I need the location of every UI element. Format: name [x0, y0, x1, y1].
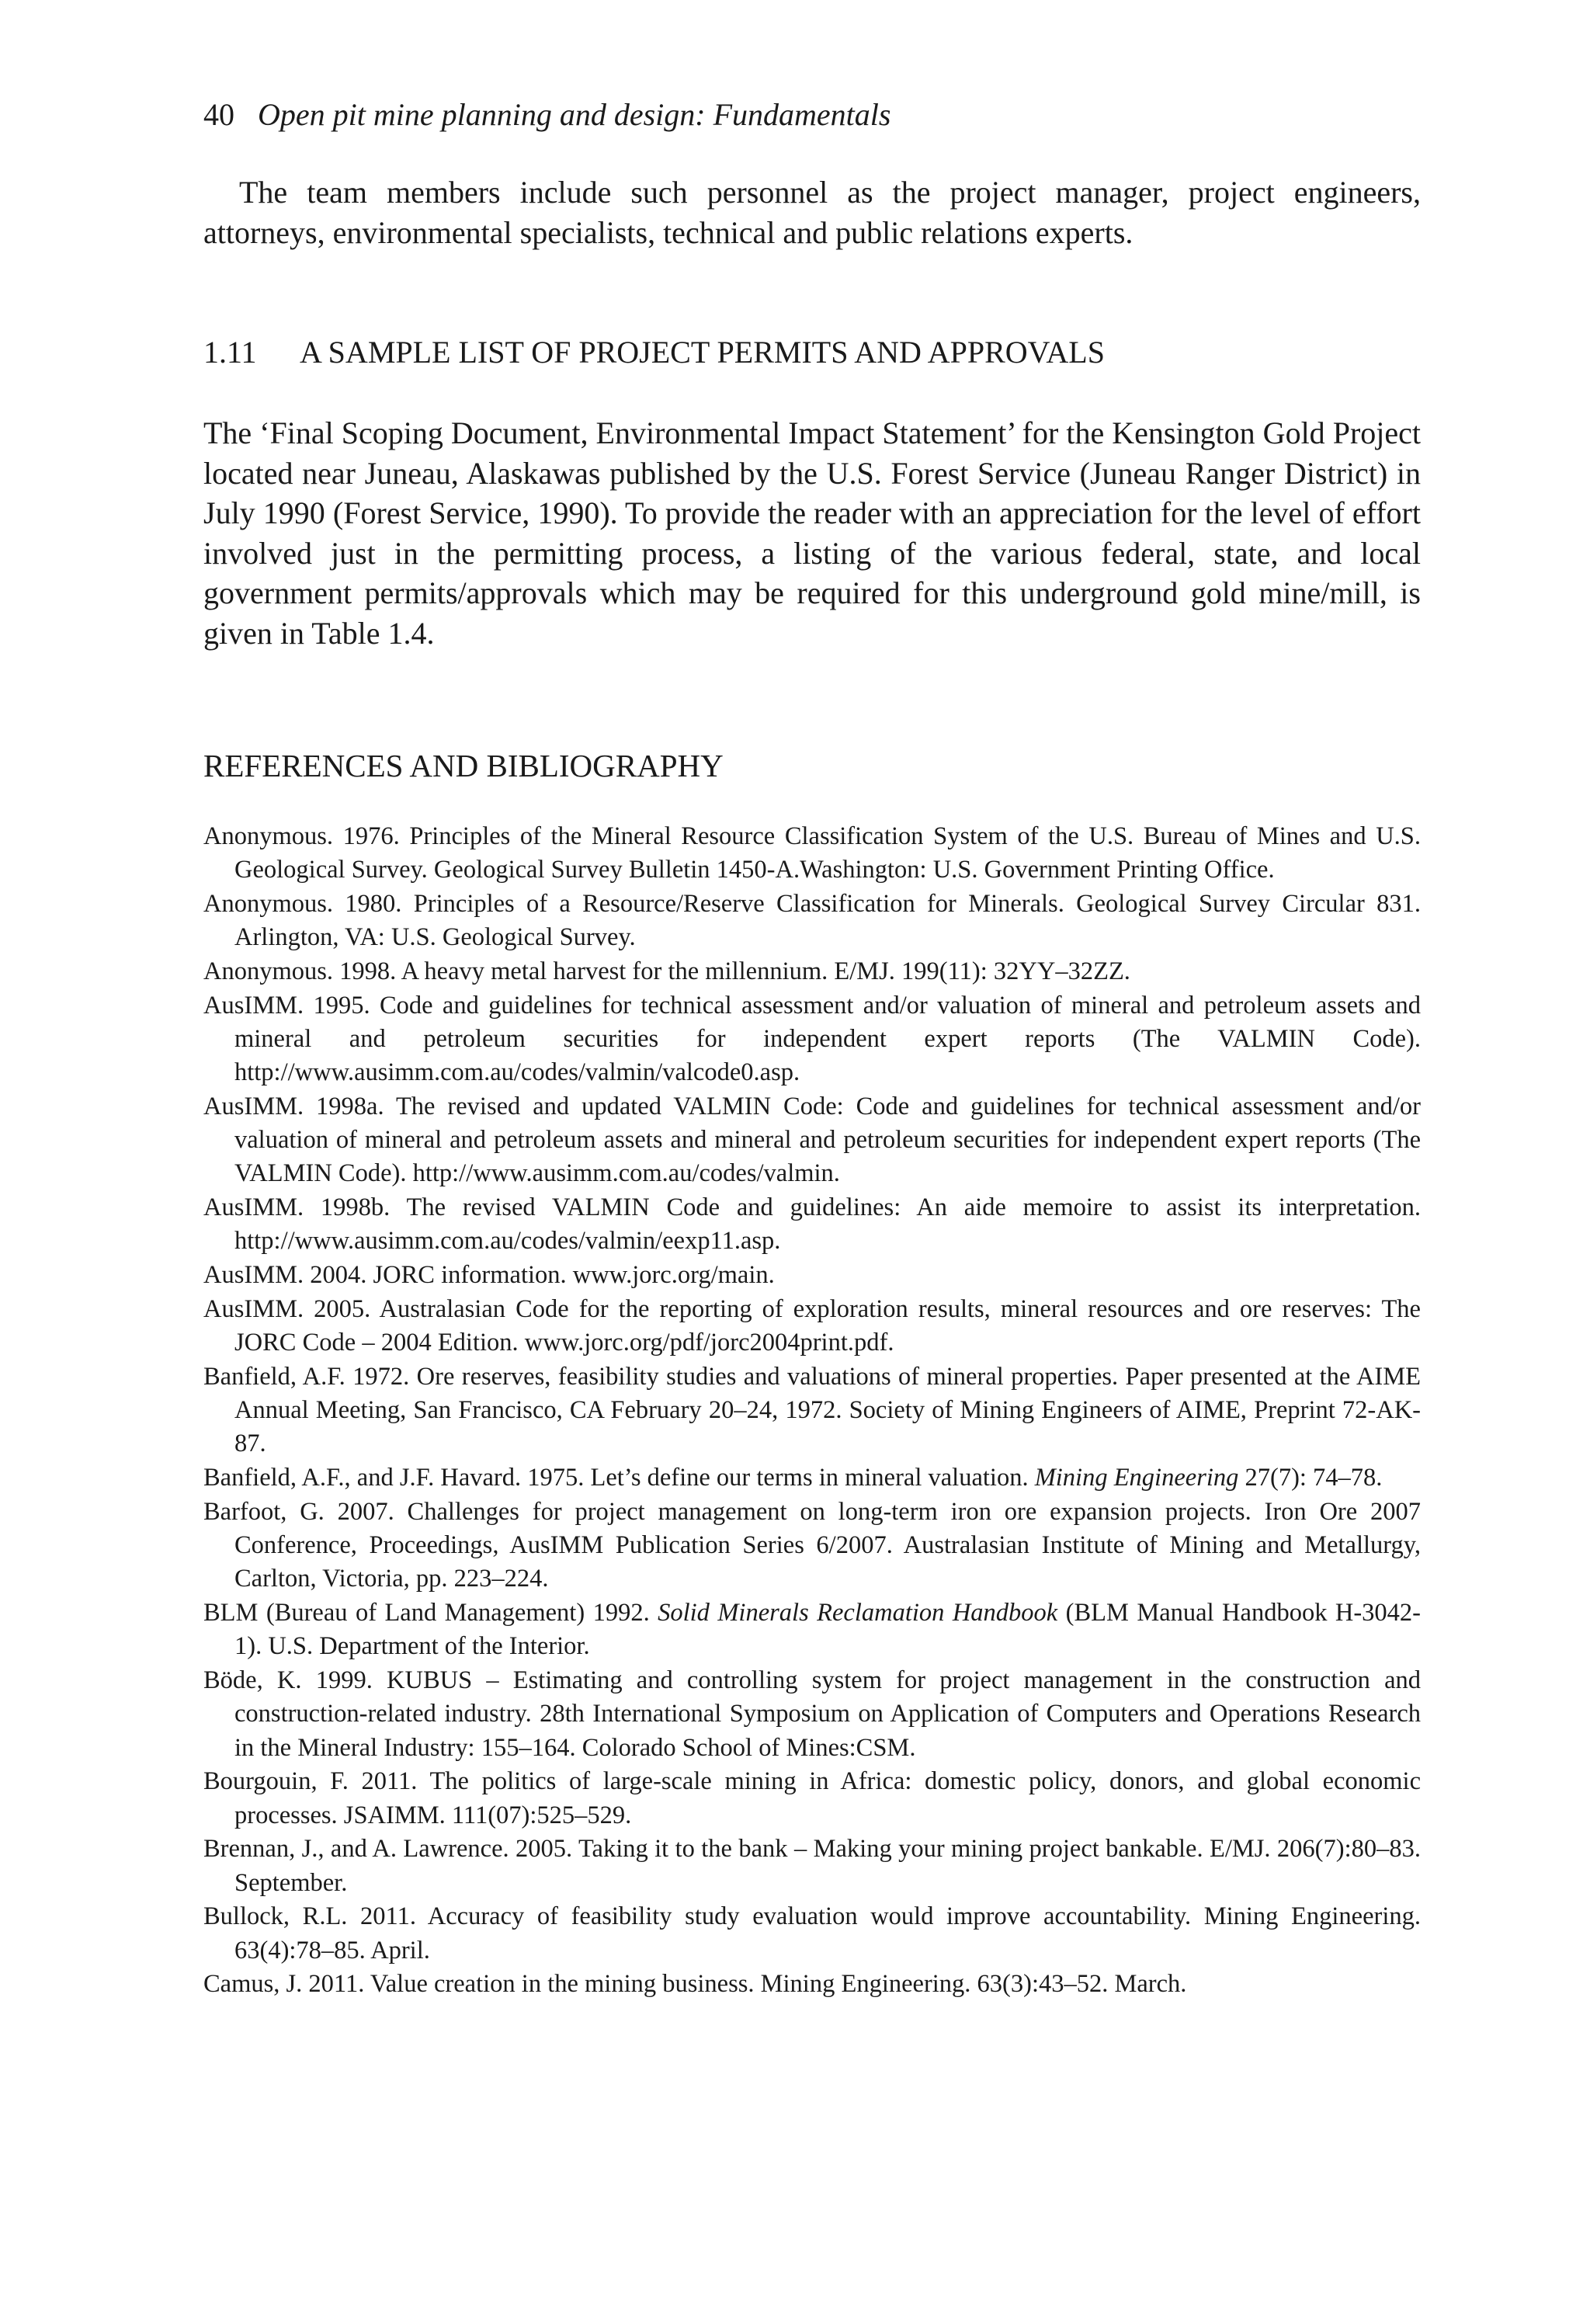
reference-text: Anonymous. 1976. Principles of the Mineral Resource Classification System of the U.S. Bureau of Mines and U.S. Geological Survey. Geological Survey Bulletin 1450-A.Washington: U.S. Government Printing Office.: [203, 822, 1421, 884]
section-heading: [203, 332, 1105, 373]
reference-entry: [203, 1765, 1421, 1832]
reference-italic-title: Solid Minerals Reclamation Handbook: [658, 1599, 1058, 1627]
reference-text: AusIMM. 2005. Australasian Code for the reporting of exploration results, mineral resources and ore reserves: The JORC Code – 2004 Edition. www.jorc.org/pdf/jorc2004print.pdf.: [203, 1295, 1421, 1357]
reference-entry: [203, 1293, 1421, 1360]
reference-entry: [203, 989, 1421, 1090]
reference-entry: [203, 1596, 1421, 1663]
reference-text: AusIMM. 2004. JORC information. www.jorc.org/main.: [203, 1261, 775, 1290]
reference-entry: [203, 1191, 1421, 1258]
reference-entry: [203, 1360, 1421, 1461]
reference-text: Banfield, A.F., and J.F. Havard. 1975. Let’s define our terms in mineral valuation.: [203, 1464, 1035, 1492]
book-title: Open pit mine planning and design: [258, 97, 696, 132]
reference-text: AusIMM. 1998a. The revised and updated VALMIN Code: Code and guidelines for technical assessment and/or valuation of mineral and petroleum assets and mineral and petroleum securities for independent expert reports (The VALMIN Code). http://www.ausimm.com.au/codes/valmin.: [203, 1093, 1421, 1188]
reference-entry: [203, 888, 1421, 954]
reference-entry: [203, 1900, 1421, 1967]
reference-text: BLM (Bureau of Land Management) 1992.: [203, 1599, 658, 1627]
reference-text: AusIMM. 1998b. The revised VALMIN Code and guidelines: An aide memoire to assist its interpretation. http://www.ausimm.com.au/codes/valmin/eexp11.asp.: [203, 1193, 1421, 1256]
reference-entry: [203, 1664, 1421, 1765]
reference-text-continued: 27(7): 74–78.: [1238, 1464, 1383, 1492]
page-number: 40: [203, 97, 234, 132]
reference-text: Barfoot, G. 2007. Challenges for project management on long-term iron ore expansion projects. Iron Ore 2007 Conference, Proceedings, AusIMM Publication Series 6/2007. Australasian Institute of Mining and Metallurgy, Carlton, Victoria, pp. 223–224.: [203, 1498, 1421, 1593]
reference-text: Bourgouin, F. 2011. The politics of large-scale mining in Africa: domestic policy, donors, and global economic processes. JSAIMM. 111(07):525–529.: [203, 1767, 1421, 1829]
reference-text: Banfield, A.F. 1972. Ore reserves, feasibility studies and valuations of mineral properties. Paper presented at the AIME Annual Meeting, San Francisco, CA February 20–24, 1972. Society of Mining Engineers of AIME, Preprint 72-AK-87.: [203, 1363, 1421, 1458]
reference-entry: [203, 1968, 1421, 2001]
reference-text: Anonymous. 1998. A heavy metal harvest for the millennium. E/MJ. 199(11): 32YY–32ZZ.: [203, 957, 1130, 985]
section-paragraph: The ‘Final Scoping Document, Environmental Impact Statement’ for the Kensington Gold Project located near Juneau, Alaskawas published by the U.S. Forest Service (Juneau Ranger District) in July 1990 (Forest Service, 1990). To provide the reader with an appreciation for the level of effort involved just in the permitting process, a listing of the various federal, state, and local government permits/approvals which may be required for this underground gold mine/mill, is given in Table 1.4.: [203, 415, 1421, 651]
reference-text: Bullock, R.L. 2011. Accuracy of feasibility study evaluation would improve accountability. Mining Engineering. 63(4):78–85. April.: [203, 1902, 1421, 1964]
reference-entry: [203, 1259, 1421, 1292]
reference-text: Camus, J. 2011. Value creation in the mining business. Mining Engineering. 63(3):43–52. March.: [203, 1970, 1187, 1999]
reference-entry: [203, 1495, 1421, 1596]
reference-text-continued: (BLM Manual Handbook H-3042-1). U.S. Department of the Interior.: [234, 1599, 1421, 1661]
section-number: 1.11: [203, 335, 257, 370]
reference-text: Böde, K. 1999. KUBUS – Estimating and controlling system for project management in the construction and construction-related industry. 28th International Symposium on Application of Computers and Operations Research in the Mineral Industry: 155–164. Colorado School of Mines:CSM.: [203, 1666, 1421, 1762]
reference-text: Brennan, J., and A. Lawrence. 2005. Taking it to the bank – Making your mining project bankable. E/MJ. 206(7):80–83. September.: [203, 1835, 1421, 1897]
intro-paragraph: The team members include such personnel as the project manager, project engineers, attorneys, environmental specialists, technical and public relations experts.: [203, 175, 1421, 250]
reference-entry: [203, 820, 1421, 887]
references-list: [203, 820, 1421, 2002]
running-header: [203, 95, 890, 135]
section-title: A SAMPLE LIST OF PROJECT PERMITS AND APPROVALS: [300, 335, 1105, 370]
reference-entry: [203, 1090, 1421, 1191]
reference-entry: [203, 1461, 1421, 1495]
reference-italic-title: Mining Engineering: [1034, 1464, 1239, 1492]
reference-text: Anonymous. 1980. Principles of a Resource/Reserve Classification for Minerals. Geological Survey Circular 831. Arlington, VA: U.S. Geological Survey.: [203, 890, 1421, 952]
book-subtitle: : Fundamentals: [695, 97, 891, 132]
references-heading: REFERENCES AND BIBLIOGRAPHY: [203, 748, 724, 783]
reference-entry: [203, 955, 1421, 988]
reference-text: AusIMM. 1995. Code and guidelines for technical assessment and/or valuation of mineral and petroleum assets and mineral and petroleum securities for independent expert reports (The VALMIN Code). http://www.ausimm.com.au/codes/valmin/valcode0.asp.: [203, 991, 1421, 1087]
reference-entry: [203, 1832, 1421, 1899]
